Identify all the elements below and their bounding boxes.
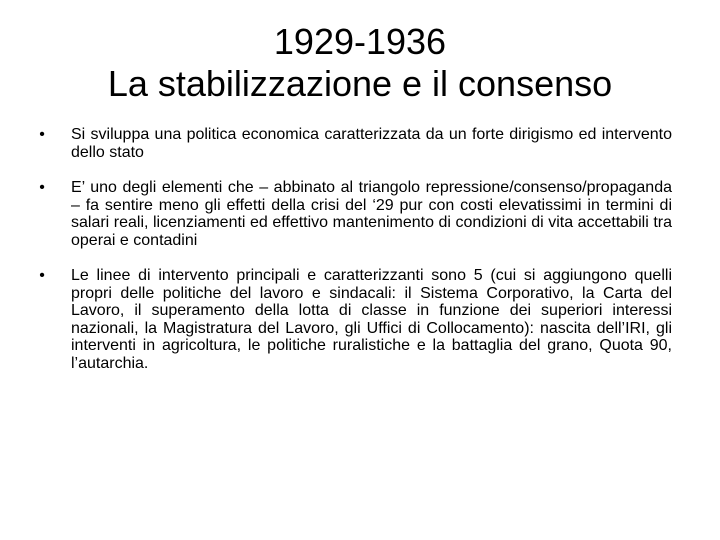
title-subject: La stabilizzazione e il consenso [107, 63, 613, 104]
bullet-text: E’ uno degli elementi che – abbinato al triangolo repressione/consenso/propaganda – fa sentire meno gli effetti della crisi del ‘29 pur con costi elevatissimi in termini di salari reali, licenziamenti ed effettivo mantenimento di condizioni di vita accettabili tra operai e contadini [71, 179, 672, 249]
bullet-marker: • [39, 179, 45, 196]
slide-title [0, 21, 720, 105]
bullet-marker: • [39, 126, 45, 143]
bullet-list [36, 126, 672, 372]
bullet-text: Le linee di intervento principali e caratterizzanti sono 5 (cui si aggiungono quelli propri delle politiche del lavoro e sindacali: il Sistema Corporativo, la Carta del Lavoro, il superamento della lotta di classe in funzione dei superiori interessi nazionali, la Magistratura del Lavoro, gli Uffici di Collocamento): nascita dell’IRI, gli interventi in agricoltura, le politiche ruralistiche e la battaglia del grano, Quota 90, l’autarchia. [71, 267, 672, 372]
bullet-text: Si sviluppa una politica economica caratterizzata da un forte dirigismo ed intervento dello stato [71, 126, 672, 161]
bullet-item [36, 267, 672, 372]
title-date-range: 1929-1936 [273, 21, 447, 62]
bullet-item [36, 179, 672, 249]
bullet-marker: • [39, 267, 45, 284]
bullet-item [36, 126, 672, 161]
